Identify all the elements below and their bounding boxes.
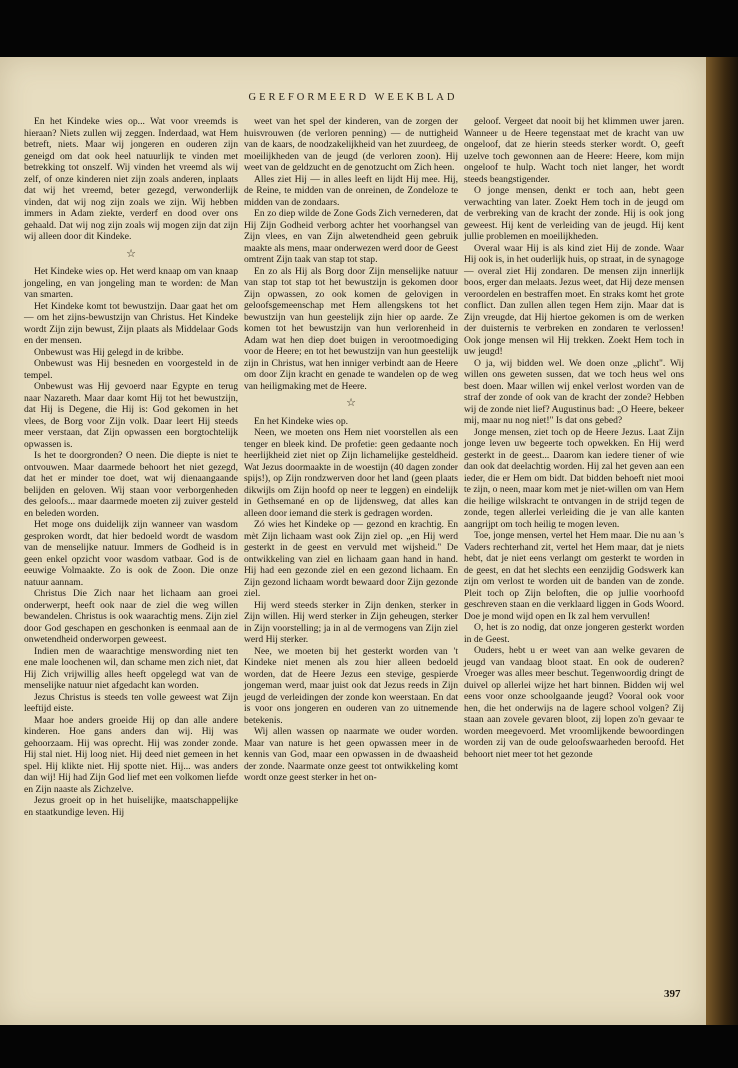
paragraph: En het Kindeke wies op... Wat voor vreemds is hieraan? Niets zullen wij zeggen. Inderdaad, wat Hem betreft, niets. Maar wij jongeren en ouderen zijn geneigd om dat ook heel natuurlijk te vinden met betrekking tot onszelf. Wij vinden het vreemd als wij zelf, of onze kinderen niet zijn zoals anderen, inplaats dat wij het vreemd, beter gezegd, verwonderlijk vinden, dat wij nog zijn zoals we zijn. Wij hebben immers in Adam ziekte, verderf en dood over ons gehaald. Dat wij nog zijn zoals wij mogen zijn dat zijn wij alleen door dit Kindeke. bbox=[24, 116, 238, 242]
paragraph: En zo als Hij als Borg door Zijn menselijke natuur van stap tot stap tot het bewustzijn is gekomen door Zijn opwassen, zo ook komen de gelovigen in geloofsgemeenschap met Hem allengskens tot het bewustzijn van hun geestelijk zijn hier op aarde. Ze komen tot het bewustzijn van hun verlorenheid in Adam wat hen diep doet buigen in verootmoediging voor de Heere; en tot het bewustzijn van hun geestelijk zijn in Christus, wat hen inniger verbindt aan de Heere om door Zijn kracht en genade te wandelen op de weg van heiligmaking met de Heere. bbox=[244, 265, 458, 392]
top-border bbox=[0, 0, 738, 57]
paragraph: Toe, jonge mensen, vertel het Hem maar. Die nu aan 's Vaders rechterhand zit, vertel het Hem maar, dat je niets hebt, dat je niet eens verlangt om gesterkt te worden in de geest, en dat het slechts een eenzijdig Godswerk kan zijn om verlost te worden uit de banden van de zonde. Pleit toch op Zijn beloften, die op jullie voorhoofd geschreven staan en die verklaard liggen in Gods Woord. Doe je mond wijd open en Ik zal hem vervullen! bbox=[464, 530, 684, 622]
paragraph: Alles ziet Hij — in alles leeft en lijdt Hij mee. Hij, de Reine, te midden van de onreinen, de Zondeloze te midden van de zondaars. bbox=[244, 173, 458, 208]
paragraph: Onbewust was Hij gelegd in de kribbe. bbox=[34, 346, 184, 358]
paragraph: Onbewust was Hij gevoerd naar Egypte en terug naar Nazareth. Maar daar komt Hij tot het bewustzijn, dat Hij is Degene, die Hij is: God gekomen in het vlees, de Borg voor Zijn volk. Daar leert Hij steeds meer verstaan, dat Zijn opwassen een borgtochtelijk opwassen is. bbox=[24, 381, 238, 450]
paragraph: weet van het spel der kinderen, van de zorgen der huisvrouwen (de verloren penning) — de nuttigheid van de kaars, de noodzakelijkheid van het zuurdeeg, de moeilijkheden van de jeugd (de verloren zoon). Hij weet van de geldzucht en de genotzucht om Zich heen. bbox=[244, 116, 458, 173]
paragraph: O, het is zo nodig, dat onze jongeren gesterkt worden in de Geest. bbox=[464, 622, 684, 645]
text-column-2 bbox=[244, 116, 458, 784]
paragraph: Hij werd steeds sterker in Zijn denken, sterker in Zijn willen. Hij werd sterker in Zijn geheugen, sterker in Zijn voorstelling; ja in al de vermogens van Zijn ziel werd Hij sterker. bbox=[244, 599, 458, 645]
paragraph: Jezus groeit op in het huiselijke, maatschappelijke en staatkundige leven. Hij bbox=[24, 795, 238, 818]
paragraph: Indien men de waarachtige menswording niet ten ene male loochenen wil, dan schame men zich niet, dat Hij Zich vrijwillig alles heeft opgelegd wat van de menselijke natuur niet afgedacht kan worden. bbox=[24, 645, 238, 691]
paragraph: Het Kindeke komt tot bewustzijn. Daar gaat het om — om het zijns-bewustzijn van Christus. Het Kindeke wordt Zijn zijn bewust, Zijn plaats als Middelaar Gods en der mensen. bbox=[24, 300, 238, 346]
paragraph: Jezus Christus is steeds ten volle geweest wat Zijn leeftijd eiste. bbox=[24, 691, 238, 714]
paragraph: Zó wies het Kindeke op — gezond en krachtig. En mèt Zijn lichaam wast ook Zijn ziel op. „en Hij werd gesterkt in de geest en vervuld met wijsheid." De ontwikkeling van ziel en lichaam gaan hand in hand. Hij had een gezonde ziel en een gezond lichaam. En Zijn gezond lichaam wordt bewaard door Zijn gezonde ziel. bbox=[244, 519, 458, 599]
paragraph: Wij allen wassen op naarmate we ouder worden. Maar van nature is het geen opwassen meer in de kennis van God, maar een opwassen in de dwaasheid der zonde. Naarmate onze geest tot ontwikkeling komt wordt onze geest sterker in het on- bbox=[244, 726, 458, 783]
bottom-border bbox=[0, 1025, 738, 1068]
paragraph: Overal waar Hij is als kind ziet Hij de zonde. Waar Hij ook is, in het ouderlijk huis, op straat, in de synagoge — overal ziet Hij zondaren. De mensen zijn innerlijk boos, erger dan melaats. Jezus weet, dat Hij deze mensen veroordelen en bestraffen moet. En straks komt het grote conflict. Dan zullen allen tegen Hem zijn. Maar dat is Zijn vreugde, dat Hij hiertoe gekomen is om de werken der duisternis te verbreken en zondaren te verlossen! Ook jonge mensen wil Hij trekken. Zoekt Hem toch in uw jeugd! bbox=[464, 242, 684, 357]
text-column-3 bbox=[464, 116, 684, 760]
paragraph: O jonge mensen, denkt er toch aan, hebt geen verwachting van later. Zoekt Hem toch in de jeugd om de verbreking van de kracht der zonde. Hij is ook jong geweest. Hij kent de verleiding van de jeugd. Hij kent jullie problemen en moeilijkheden. bbox=[464, 185, 684, 242]
paragraph: Nee, we moeten bij het gesterkt worden van 't Kindeke niet menen als zou hier alleen bedoeld worden, dat de Heere Jezus een stevige, gespierde jongeman werd, maar juist ook dat Jezus reeds in Zijn jeugd de verleidingen der zonde kon weerstaan. En dat is voor ons jongeren en ouderen van zo uitnemende betekenis. bbox=[244, 645, 458, 726]
running-head: GEREFORMEERD WEEKBLAD bbox=[248, 92, 458, 103]
paragraph: Het moge ons duidelijk zijn wanneer van wasdom gesproken wordt, dat hier bedoeld wordt de wasdom van de menselijke natuur. Immers de Godheid is in geen enkel opzicht voor wasdom vatbaar. God is de eeuwige Volmaakte. Zo is ook de Zoon. Die onze natuur aannam. bbox=[24, 519, 238, 588]
paragraph: Maar hoe anders groeide Hij op dan alle andere kinderen. Hoe gans anders dan wij. Hij was gehoorzaam. Hij was oprecht. Hij was zonder zonde. Hij stal niet. Hij loog niet. Hij deed niet gemeen in het spel. Hij klikte niet. Hij spotte niet. Hij... was anders dan wij! Hij had Zijn God lief met een volkomen liefde en Zijn naaste als Zichzelve. bbox=[24, 714, 238, 795]
paragraph: Is het te doorgronden? O neen. Die diepte is niet te ontvouwen. Maar daarmede behoort het niet gezegd, dat het er minder toe doet, wat wij dienaangaande belijden en geloven. Wij staan voor verborgenheden des geloofs... maar daarmede moeten zij zuiver gesteld en beleden worden. bbox=[24, 450, 238, 519]
paragraph: Onbewust was Hij besneden en voorgesteld in de tempel. bbox=[24, 358, 238, 381]
paragraph: O ja, wij bidden wel. We doen onze „plicht". Wij willen ons geweten sussen, dat we toch heus wel ons best doen. Maar willen wij enkel verlost worden van de straf der zonde of ook van de kracht der zonde? Hebben wij de zonde niet lief? Augustinus bad: „O Heere, bekeer mij, maar nu nog niet!" Is dat ons gebed? bbox=[464, 357, 684, 426]
paragraph: geloof. Vergeet dat nooit bij het klimmen uwer jaren. Wanneer u de Heere tegenstaat met de kracht van uw ongeloof, dat ze hierin steeds sterker wordt. O, geeft uzelve toch gewonnen aan de Heere: Heere, kom mijn ongeloof te hulp. Wacht toch niet langer, het wordt steeds beangstigender. bbox=[464, 116, 684, 185]
text-column-1 bbox=[24, 116, 238, 818]
page-number: 397 bbox=[664, 988, 681, 1000]
paragraph: Neen, we moeten ons Hem niet voorstellen als een tenger en bleek kind. De profetie: geen gedaante noch heerlijkheid ziet niet op Zijn lichamelijke gesteldheid. Wat Jezus doormaakte in de woestijn (40 dagen zonder spijs!), op Zijn rondzwerven door het land (geen plaats dikwijls om Zijn hoofd op neer te leggen) en eindelijk in Gethsemané en op de lijdensweg, dat alles kan alleen door iemand die sterk is gedragen worden. bbox=[244, 427, 458, 519]
paragraph: Jonge mensen, ziet toch op de Heere Jezus. Laat Zijn jonge leven uw begeerte toch opwekken. En Hij werd gesterkt in de geest... Daarom kan iedere tiener of wie dan ook dat deelachtig worden. Hij zal het geven aan een ieder, die er Hem om bidt. Dat bidden behoeft niet mooi te zijn, o neen, maar kom met je niet-willen om van Hem die heilige wilskracht te ontvangen in de strijd tegen de zonde, tegen allerlei verleiding die je van alle kanten aangrijpt om toch heilig te mogen leven. bbox=[464, 426, 684, 530]
paragraph: En zo diep wilde de Zone Gods Zich vernederen, dat Hij Zijn Godheid verborg achter het voorhangsel van Zijn vlees, en van Zijn alwetendheid geen gebruik maakte als mens, maar onderwezen werd door de Geest omtrent Zijn taak van stap tot stap. bbox=[244, 208, 458, 265]
paragraph: Ouders, hebt u er weet van aan welke gevaren de jeugd van vandaag bloot staat. En ook de ouderen? Vroeger was alles meer beschut. Tegenwoordig dringt de duivel op allerlei wijze het hart binnen. Bidden wij wel eens voor onze schoolgaande jeugd? Vooral ook voor hen, die het onderwijs na de lagere school volgen? Zij staan aan zovele gevaren bloot, zij lopen zo'n gevaar te worden meegevoerd. Met vroomlijkende bewoordingen worden zij van de oude geloofswaarheden beroofd. Het behoort niet meer tot het gezonde bbox=[464, 645, 684, 760]
paragraph: Het Kindeke wies op. Het werd knaap om van knaap jongeling, en van jongeling man te worden: de Man van smarten. bbox=[24, 266, 238, 300]
book-spine bbox=[706, 57, 738, 1025]
paragraph: En het Kindeke wies op. bbox=[254, 415, 349, 427]
star-ornament: ☆ bbox=[126, 247, 136, 260]
star-ornament: ☆ bbox=[346, 397, 356, 409]
paragraph: Christus Die Zich naar het lichaam aan groei onderwerpt, heeft ook naar de ziel die weg willen bewandelen. Christus is ook waarachtig mens. Zijn ziel door God geschapen en geschonken is eenmaal aan de onwetendheid onderworpen geweest. bbox=[24, 588, 238, 645]
